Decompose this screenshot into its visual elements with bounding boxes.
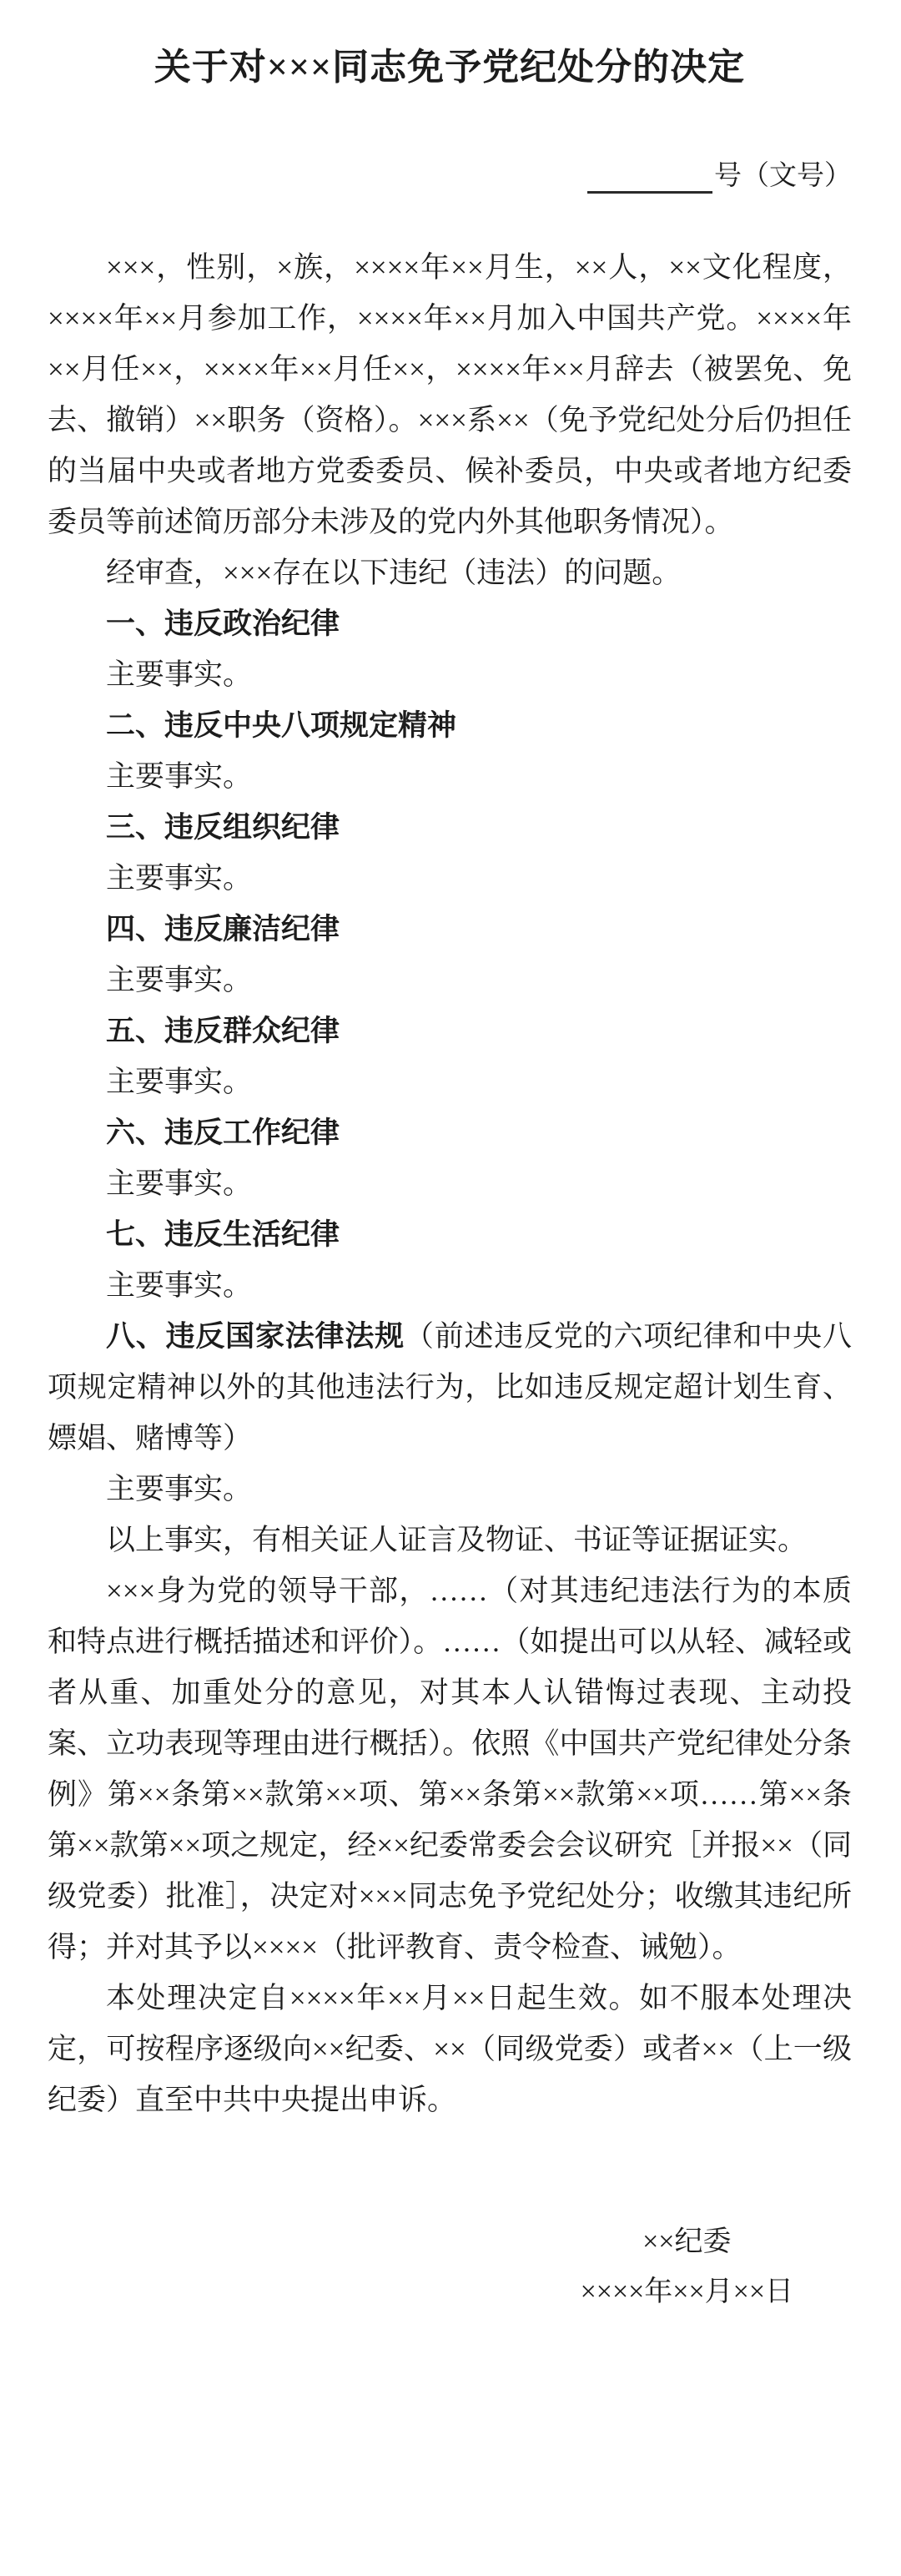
- section-fact-8: 主要事实。: [106, 1472, 253, 1505]
- section-heading-2: [48, 700, 852, 751]
- section-fact-3: 主要事实。: [106, 861, 253, 895]
- document-title: 关于对×××同志免予党纪处分的决定: [154, 47, 746, 88]
- section-heading-5: [48, 1006, 852, 1056]
- section-fact-1: 主要事实。: [106, 658, 253, 691]
- section-heading-5-text: 五、违反群众纪律: [106, 1014, 340, 1047]
- section-heading-3: [48, 802, 852, 853]
- section-heading-4-text: 四、违反廉洁纪律: [106, 912, 340, 945]
- doc-number-suffix: 号（文号）: [714, 160, 852, 191]
- section-heading-8-text: 八、违反国家法律法规: [106, 1319, 405, 1353]
- doc-number-line: [48, 159, 852, 194]
- effective-paragraph: 本处理决定自××××年××月××日起生效。如不服本处理决定，可按程序逐级向××纪委、××（同级党委）或者××（上一级纪委）直至中共中央提出申诉。: [48, 1981, 852, 2116]
- section-fact-4: 主要事实。: [106, 963, 253, 996]
- doc-number-blank: [587, 161, 712, 194]
- decision-paragraph: ×××身为党的领导干部，……（对其违纪违法行为的本质和特点进行概括描述和评价）。……（如提出可以从轻、减轻或者从重、加重处分的意见，对其本人认错悔过表现、主动投案、立功表现等理由进行概括）。依照《中国共产党纪律处分条例》第××条第××款第××项、第××条第××款第××项……第××条第××款第××项之规定，经××纪委常委会会议研究［并报××（同级党委）批准］，决定对×××同志免予党纪处分；收缴其违纪所得；并对其予以××××（批评教育、责令检查、诫勉）。: [48, 1574, 852, 1964]
- section-heading-3-text: 三、违反组织纪律: [106, 810, 340, 844]
- review-intro-paragraph: 经审查，×××存在以下违纪（违法）的问题。: [106, 556, 682, 589]
- section-heading-7-text: 七、违反生活纪律: [106, 1217, 340, 1251]
- section-fact-2: 主要事实。: [106, 759, 253, 793]
- section-heading-1-text: 一、违反政治纪律: [106, 607, 340, 640]
- signature-block: [581, 2217, 793, 2317]
- section-heading-1: [48, 598, 852, 649]
- intro-paragraph: ×××，性别，×族，××××年××月生，××人，××文化程度，××××年××月参加工作，××××年××月加入中国共产党。××××年××月任××，××××年××月任××，××××年××月辞去（被罢免、免去、撤销）××职务（资格）。×××系××（免予党纪处分后仍担任的当届中央或者地方党委委员、候补委员，中央或者地方纪委委员等前述简历部分未涉及的党内外其他职务情况）。: [48, 250, 852, 538]
- section-heading-8: [48, 1311, 852, 1464]
- section-heading-8-note: （前述违反党的六项纪律和中央八项规定精神以外的其他违法行为，比如违反规定超计划生育、嫖娼、赌博等）: [48, 1319, 852, 1454]
- section-heading-4: [48, 904, 852, 955]
- section-heading-2-text: 二、违反中央八项规定精神: [106, 708, 457, 742]
- section-heading-6: [48, 1107, 852, 1158]
- section-fact-7: 主要事实。: [106, 1268, 253, 1302]
- section-fact-5: 主要事实。: [106, 1065, 253, 1098]
- section-heading-6-text: 六、违反工作纪律: [106, 1116, 340, 1149]
- section-heading-7: [48, 1209, 852, 1260]
- document-body: [48, 242, 852, 2125]
- section-fact-6: 主要事实。: [106, 1167, 253, 1200]
- evidence-paragraph: 以上事实，有相关证人证言及物证、书证等证据证实。: [106, 1523, 808, 1556]
- signature-org: ××纪委: [642, 2226, 732, 2257]
- signature-date: ××××年××月××日: [580, 2276, 793, 2307]
